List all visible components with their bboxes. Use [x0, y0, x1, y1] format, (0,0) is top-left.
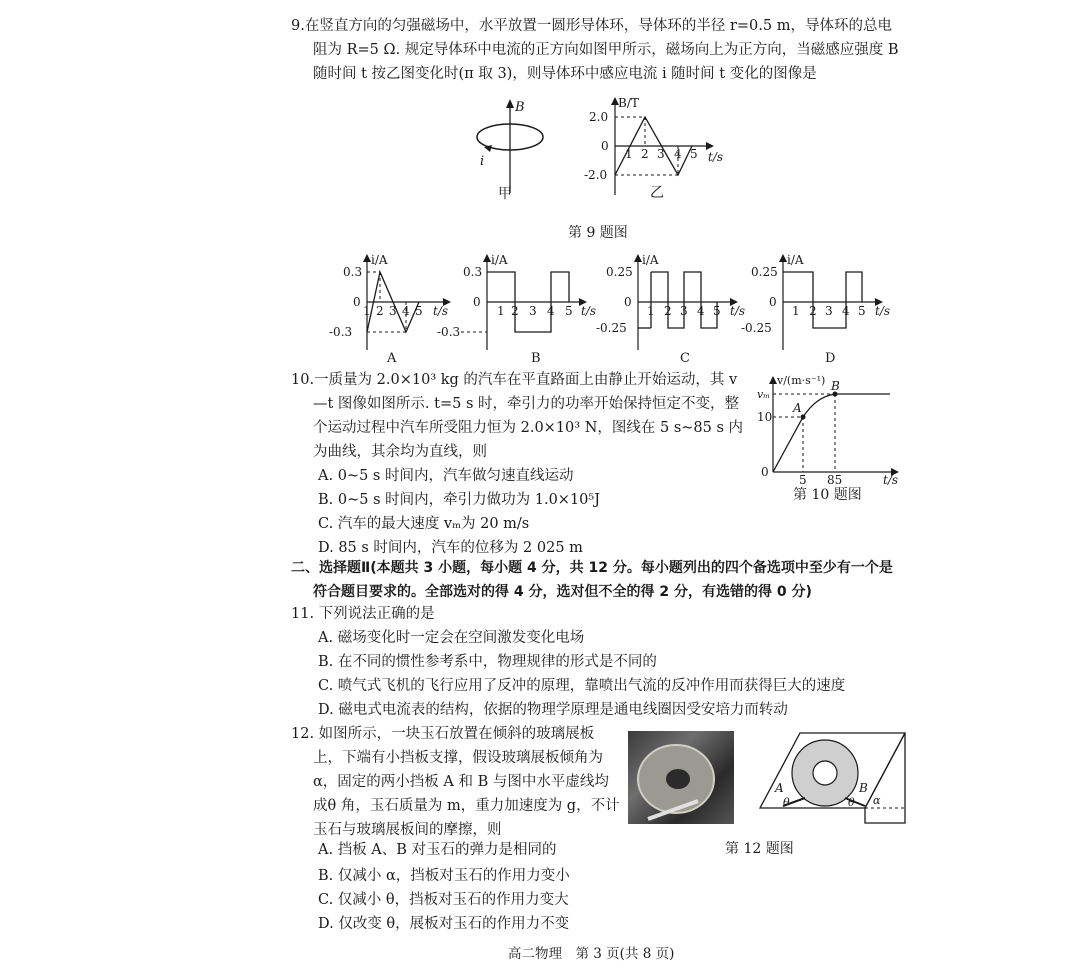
q11-option-b: B. 在不同的惯性参考系中，物理规律的形式是不同的 — [318, 654, 657, 670]
d-ylabel: i/A — [787, 253, 804, 267]
b-ytick-top: 0.3 — [463, 265, 483, 279]
d-xtick-3: 3 — [825, 304, 833, 318]
c-xlabel: t/s — [730, 304, 746, 318]
c-xtick-5: 5 — [713, 304, 721, 318]
a-xtick-3: 3 — [389, 304, 397, 318]
q9-line-3: 随时间 t 按乙图变化时(π 取 3)，则导体环中感应电流 i 随时间 t 变化的图像是 — [313, 66, 817, 82]
q10-line-3: 个运动过程中汽车所受阻力恒为 2.0×10³ N，图线在 5 s~85 s 内 — [313, 420, 744, 436]
b-ytick-bottom: -0.3 — [437, 325, 461, 339]
c-xtick-2: 2 — [664, 304, 672, 318]
a-xtick-4: 4 — [402, 304, 410, 318]
a-ytick-top: 0.3 — [343, 265, 363, 279]
d-letter: D — [825, 351, 836, 366]
jade-photo — [628, 731, 734, 824]
d-ytick-top: 0.25 — [751, 265, 778, 279]
option-graph-d — [741, 252, 895, 367]
c-ylabel: i/A — [642, 253, 659, 267]
jia-caption: 甲 — [498, 186, 512, 202]
q10-line-4: 为曲线，其余均为直线，则 — [313, 444, 487, 460]
a-ytick-bottom: -0.3 — [329, 325, 353, 339]
b-xtick-5: 5 — [565, 304, 573, 318]
section2-line-2: 符合题目要求的。全部选对的得 4 分，选对但不全的得 2 分，有选错的得 0 分) — [313, 584, 812, 600]
vt-x85: 85 — [827, 473, 843, 487]
vt-x5: 5 — [799, 473, 807, 487]
d-xtick-2: 2 — [809, 304, 817, 318]
a-xtick-2: 2 — [376, 304, 384, 318]
q12-option-a: A. 挡板 A、B 对玉石的弹力是相同的 — [318, 842, 557, 858]
q11-option-c: C. 喷气式飞机的飞行应用了反冲的原理，靠喷出气流的反冲作用而获得巨大的速度 — [318, 678, 846, 694]
q10-line-2: —t 图像如图所示. t=5 s 时，牵引力的功率开始保持恒定不变，整 — [313, 396, 740, 412]
vt-xlabel: t/s — [883, 473, 899, 487]
b-xtick-3: 3 — [529, 304, 537, 318]
yi-xtick-2: 2 — [641, 147, 649, 161]
q10-line-1: 10.一质量为 2.0×10³ kg 的汽车在平直路面上由静止开始运动，其 v — [291, 372, 738, 388]
c-ytick-top: 0.25 — [606, 265, 633, 279]
q12-line-5: 玉石与玻璃展板间的摩擦，则 — [313, 822, 502, 838]
q10-vt-graph — [755, 372, 905, 487]
c-xtick-1: 1 — [647, 304, 655, 318]
vt-origin: 0 — [761, 465, 769, 479]
b-xtick-2: 2 — [511, 304, 519, 318]
yi-ylabel: B/T — [618, 96, 639, 110]
q12-line-3: α，固定的两小挡板 A 和 B 与图中水平虚线均 — [313, 774, 609, 790]
d-xlabel: t/s — [875, 304, 891, 318]
q10-option-c: C. 汽车的最大速度 vₘ为 20 m/s — [318, 516, 530, 532]
c-letter: C — [680, 351, 690, 366]
b-letter: B — [531, 351, 541, 366]
q10-option-a: A. 0~5 s 时间内，汽车做匀速直线运动 — [318, 468, 574, 484]
d-xtick-1: 1 — [792, 304, 800, 318]
q11-option-a: A. 磁场变化时一定会在空间激发变化电场 — [318, 630, 585, 646]
jia-b-label: B — [515, 100, 525, 115]
b-xtick-4: 4 — [547, 304, 555, 318]
yi-xtick-4: 4 — [674, 147, 682, 161]
a-ylabel: i/A — [371, 253, 388, 267]
vt-ylabel: v/(m·s⁻¹) — [777, 374, 826, 387]
q12-line-1: 12. 如图所示，一块玉石放置在倾斜的玻璃展板 — [291, 726, 595, 742]
option-graph-b — [437, 252, 600, 367]
d-ytick-zero: 0 — [769, 295, 777, 309]
a-xtick-5: 5 — [415, 304, 423, 318]
b-xtick-1: 1 — [497, 304, 505, 318]
option-graph-a — [325, 252, 460, 367]
q12-theta-right: θ — [848, 796, 855, 809]
q12-label-a: A — [775, 781, 784, 795]
a-xtick-1: 1 — [363, 304, 371, 318]
q12-theta-left: θ — [783, 796, 790, 809]
a-ytick-zero: 0 — [353, 295, 361, 309]
page-footer: 高二物理 第 3 页(共 8 页) — [508, 946, 675, 962]
q9-line-2: 阻为 R=5 Ω. 规定导体环中电流的正方向如图甲所示，磁场向上为正方向，当磁感应强度 B — [313, 42, 899, 58]
d-xtick-5: 5 — [858, 304, 866, 318]
jia-i-label: i — [480, 154, 485, 169]
c-ytick-bottom: -0.25 — [596, 321, 627, 335]
b-xlabel: t/s — [581, 304, 597, 318]
yi-xlabel: t/s — [708, 150, 724, 164]
a-xlabel: t/s — [433, 304, 449, 318]
option-graph-c — [596, 252, 750, 367]
c-xtick-4: 4 — [697, 304, 705, 318]
a-letter: A — [387, 351, 397, 366]
d-xtick-4: 4 — [842, 304, 850, 318]
q12-line-2: 上，下端有小挡板支撑，假设玻璃展板倾角为 — [313, 750, 603, 766]
q12-line-4: 成θ 角，玉石质量为 m，重力加速度为 g，不计 — [313, 798, 620, 814]
b-ylabel: i/A — [491, 253, 508, 267]
q10-option-b: B. 0~5 s 时间内，牵引力做功为 1.0×10⁵J — [318, 492, 601, 508]
vt-vm-label: vₘ — [757, 388, 770, 401]
q11-stem: 11. 下列说法正确的是 — [291, 606, 435, 622]
yi-xtick-5: 5 — [690, 147, 698, 161]
yi-ytick-top: 2.0 — [589, 110, 609, 124]
section2-line-1: 二、选择题Ⅱ(本题共 3 小题，每小题 4 分，共 12 分。每小题列出的四个备选项中至少有一个是 — [291, 560, 893, 576]
q12-alpha: α — [873, 794, 881, 807]
q9-line-1: 9.在竖直方向的匀强磁场中，水平放置一圆形导体环，导体环的半径 r=0.5 m，导体环的总电 — [291, 18, 892, 34]
q12-figure-caption: 第 12 题图 — [725, 841, 794, 857]
b-ytick-zero: 0 — [473, 295, 481, 309]
d-ytick-bottom: -0.25 — [741, 321, 772, 335]
yi-xtick-1: 1 — [625, 147, 633, 161]
figure-yi — [580, 95, 740, 205]
q10-option-d: D. 85 s 时间内，汽车的位移为 2 025 m — [318, 540, 583, 556]
vt-point-b: B — [831, 379, 840, 393]
q12-option-d: D. 仅改变 θ，展板对玉石的作用力不变 — [318, 916, 570, 932]
q9-figure-caption: 第 9 题图 — [568, 225, 628, 241]
yi-ytick-bottom: -2.0 — [584, 168, 608, 182]
vt-point-a: A — [793, 401, 802, 415]
q10-figure-caption: 第 10 题图 — [793, 487, 862, 503]
q12-option-b: B. 仅减小 α，挡板对玉石的作用力变小 — [318, 868, 570, 884]
q12-diagram — [755, 728, 915, 838]
q12-label-b: B — [859, 781, 868, 795]
vt-y10: 10 — [757, 410, 773, 424]
q12-option-c: C. 仅减小 θ，挡板对玉石的作用力变大 — [318, 892, 569, 908]
c-ytick-zero: 0 — [624, 295, 632, 309]
yi-ytick-zero: 0 — [601, 139, 609, 153]
yi-caption: 乙 — [650, 185, 664, 201]
q11-option-d: D. 磁电式电流表的结构，依据的物理学原理是通电线圈因受安培力而转动 — [318, 702, 788, 718]
figure-jia — [460, 95, 560, 205]
yi-xtick-3: 3 — [657, 147, 665, 161]
c-xtick-3: 3 — [680, 304, 688, 318]
